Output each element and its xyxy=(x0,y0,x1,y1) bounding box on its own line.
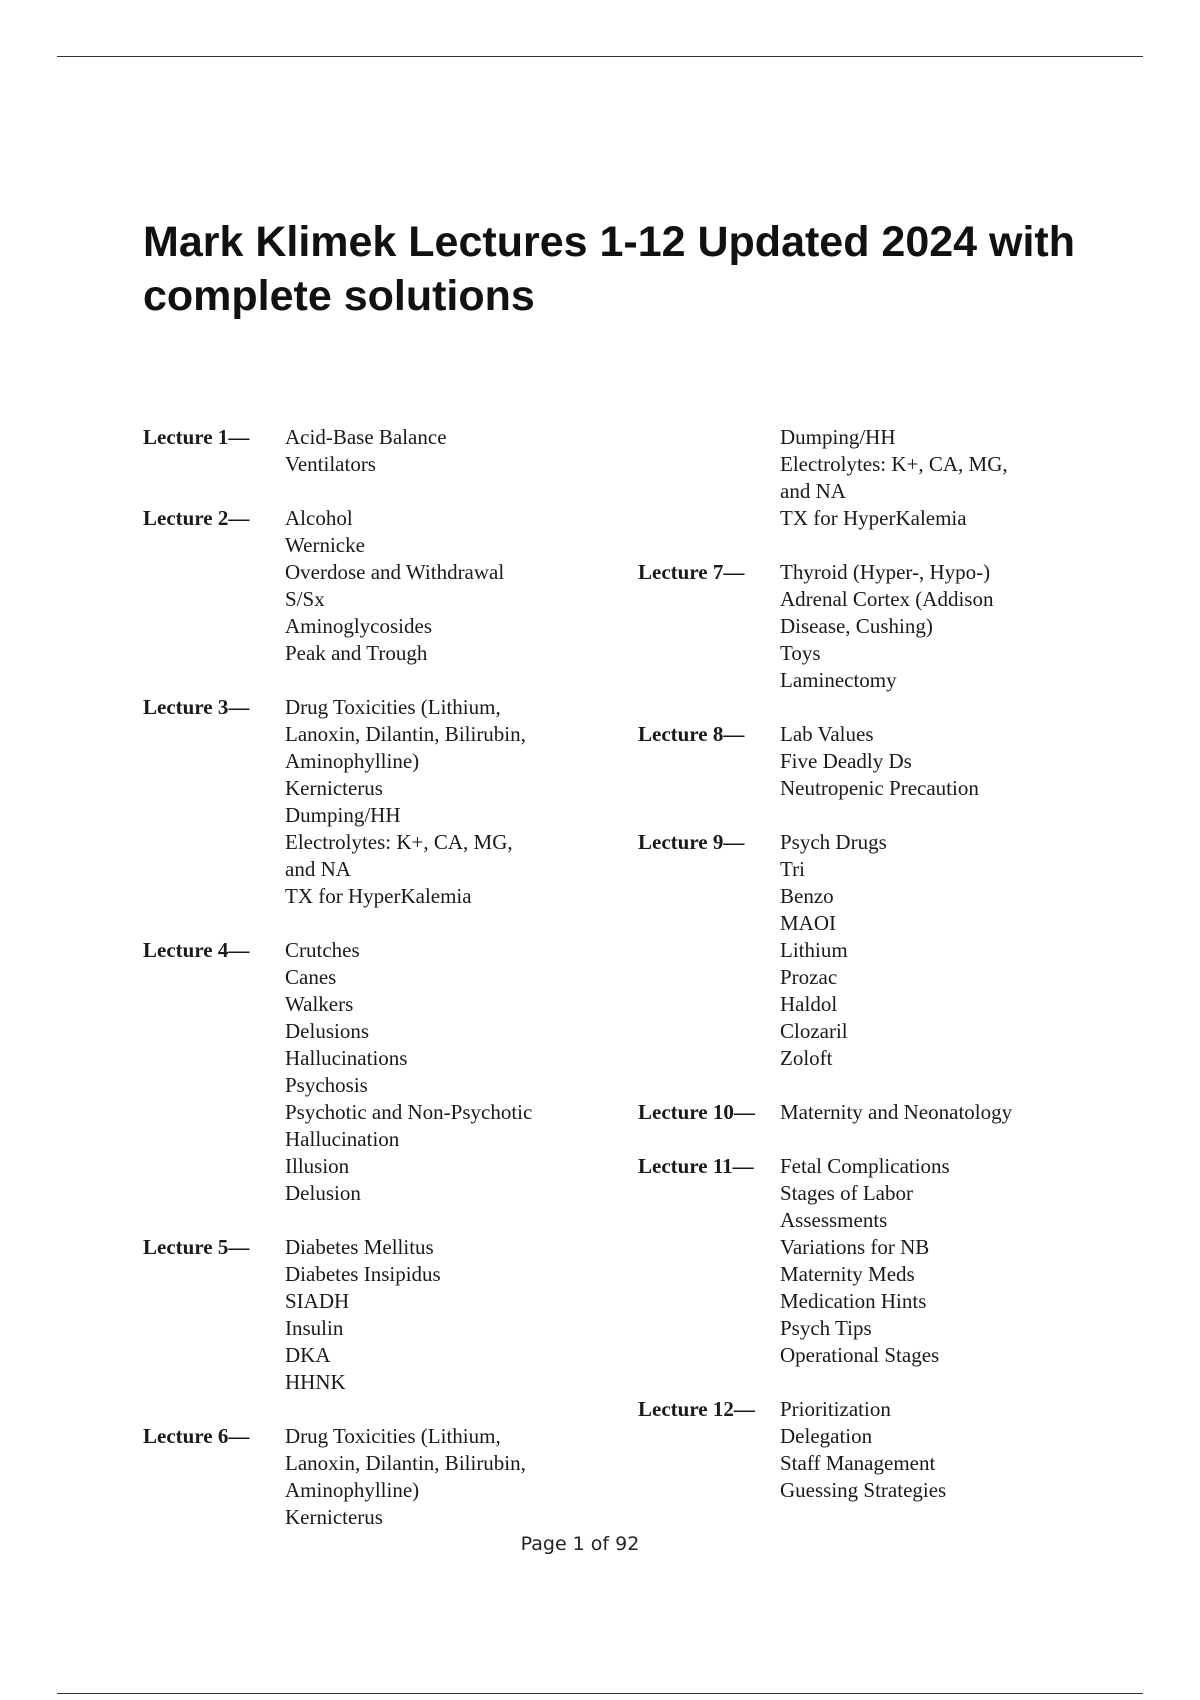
lecture-topics xyxy=(285,937,613,1207)
lecture-topic: Psychotic and Non-Psychotic xyxy=(285,1100,533,1124)
lecture-topic: Psych Tips xyxy=(780,1316,872,1340)
lecture-label: Lecture 2— xyxy=(143,506,250,530)
lecture-topic: Peak and Trough xyxy=(285,641,428,665)
lecture-topic: Aminophylline) xyxy=(285,1478,420,1502)
lecture-list-left xyxy=(143,424,613,1558)
lecture-topic: Adrenal Cortex (Addison xyxy=(780,587,994,611)
lecture-topic: Disease, Cushing) xyxy=(780,614,933,638)
lecture-topics xyxy=(285,694,613,910)
lecture-topic: Aminophylline) xyxy=(285,749,420,773)
lecture-topic: Diabetes Insipidus xyxy=(285,1262,441,1286)
lecture-topic: Toys xyxy=(780,641,821,665)
lecture-topic: Electrolytes: K+, CA, MG, xyxy=(285,830,513,854)
top-rule xyxy=(57,56,1143,57)
lecture-label: Lecture 9— xyxy=(638,830,745,854)
lecture-entry xyxy=(638,1396,1108,1504)
lecture-topic: S/Sx xyxy=(285,587,325,611)
lecture-topic: DKA xyxy=(285,1343,331,1367)
lecture-topic: Electrolytes: K+, CA, MG, xyxy=(780,452,1008,476)
lecture-entry xyxy=(143,1423,613,1531)
continued-topics xyxy=(780,424,1108,532)
lecture-topic: Clozaril xyxy=(780,1019,848,1043)
lecture-topic: Tri xyxy=(780,857,805,881)
page-number: Page 1 of 92 xyxy=(520,1533,640,1555)
lecture-topic: Assessments xyxy=(780,1208,888,1232)
lecture-topics xyxy=(285,505,613,667)
lecture-topic: Operational Stages xyxy=(780,1343,940,1367)
lecture-label: Lecture 7— xyxy=(638,560,745,584)
lecture-topic: Prioritization xyxy=(780,1397,891,1421)
lecture-topic: Aminoglycosides xyxy=(285,614,432,638)
lecture-topic: MAOI xyxy=(780,911,836,935)
lecture-topic: Lanoxin, Dilantin, Bilirubin, xyxy=(285,1451,526,1475)
lecture-label: Lecture 10— xyxy=(638,1100,755,1124)
lecture-topic: Hallucinations xyxy=(285,1046,408,1070)
lecture-topic: Prozac xyxy=(780,965,838,989)
lecture-topic: and NA xyxy=(285,857,351,881)
lecture-topic: Medication Hints xyxy=(780,1289,927,1313)
lecture-topic: Ventilators xyxy=(285,452,376,476)
lecture-topic: TX for HyperKalemia xyxy=(780,506,967,530)
lecture-entry xyxy=(143,694,613,910)
lecture-topic: Dumping/HH xyxy=(285,803,401,827)
lecture-topic: Delusions xyxy=(285,1019,369,1043)
lecture-entry xyxy=(143,1234,613,1396)
lecture-topics xyxy=(285,1234,613,1396)
lecture-entry xyxy=(143,505,613,667)
lecture-topics xyxy=(780,829,1108,1072)
lecture-topic: Neutropenic Precaution xyxy=(780,776,979,800)
lecture-topic: Delegation xyxy=(780,1424,873,1448)
lecture-topics xyxy=(780,1099,1108,1126)
lecture-topic: Variations for NB xyxy=(780,1235,930,1259)
lecture-topic: HHNK xyxy=(285,1370,346,1394)
lecture-topic: Psychosis xyxy=(285,1073,368,1097)
lecture-label: Lecture 4— xyxy=(143,938,250,962)
lecture-topic: Insulin xyxy=(285,1316,344,1340)
lecture-topic: Zoloft xyxy=(780,1046,833,1070)
lecture-topic: Maternity Meds xyxy=(780,1262,915,1286)
lecture-topic: Diabetes Mellitus xyxy=(285,1235,434,1259)
lecture-topic: Walkers xyxy=(285,992,354,1016)
lecture-topic: Psych Drugs xyxy=(780,830,887,854)
lecture-label: Lecture 11— xyxy=(638,1154,754,1178)
lecture-entry xyxy=(143,937,613,1207)
lecture-entry xyxy=(638,829,1108,1072)
lecture-entry xyxy=(638,1153,1108,1369)
lecture-topics xyxy=(285,1423,613,1531)
lecture-topics xyxy=(780,1153,1108,1369)
lecture-label: Lecture 8— xyxy=(638,722,745,746)
lecture-topic: Lanoxin, Dilantin, Bilirubin, xyxy=(285,722,526,746)
lecture-topic: Five Deadly Ds xyxy=(780,749,912,773)
lecture-topic: Delusion xyxy=(285,1181,361,1205)
lecture-topic: Kernicterus xyxy=(285,776,383,800)
lecture-topic: Dumping/HH xyxy=(780,425,896,449)
lecture-label: Lecture 1— xyxy=(143,425,250,449)
lecture-topic: Guessing Strategies xyxy=(780,1478,947,1502)
lecture-entry xyxy=(638,1099,1108,1126)
lecture-label: Lecture 12— xyxy=(638,1397,755,1421)
lecture-topic: Hallucination xyxy=(285,1127,400,1151)
lecture-label: Lecture 3— xyxy=(143,695,250,719)
lecture-topic: Alcohol xyxy=(285,506,353,530)
lecture-topic: Canes xyxy=(285,965,337,989)
lecture-topic: Crutches xyxy=(285,938,360,962)
lecture-topic: Benzo xyxy=(780,884,834,908)
lecture-topic: Maternity and Neonatology xyxy=(780,1100,1013,1124)
lecture-topic: Thyroid (Hyper-, Hypo-) xyxy=(780,560,991,584)
lecture-list-right xyxy=(638,424,1108,1531)
lecture-label: Lecture 5— xyxy=(143,1235,250,1259)
lecture-topics xyxy=(780,559,1108,694)
lecture-topic: and NA xyxy=(780,479,846,503)
lecture-topic: Kernicterus xyxy=(285,1505,383,1529)
lecture-topic: Stages of Labor xyxy=(780,1181,913,1205)
lecture-entry xyxy=(638,559,1108,694)
lecture-label: Lecture 6— xyxy=(143,1424,250,1448)
lecture-topic: SIADH xyxy=(285,1289,350,1313)
lecture-topic: Overdose and Withdrawal xyxy=(285,560,505,584)
lecture-topic: Laminectomy xyxy=(780,668,897,692)
lecture-topic: Lithium xyxy=(780,938,848,962)
lecture-topics xyxy=(285,424,613,478)
lecture-topic: Staff Management xyxy=(780,1451,936,1475)
lecture-topic: Fetal Complications xyxy=(780,1154,950,1178)
lecture-topic: Acid-Base Balance xyxy=(285,425,447,449)
lecture-topic: TX for HyperKalemia xyxy=(285,884,472,908)
bottom-rule xyxy=(57,1693,1143,1694)
lecture-topic: Drug Toxicities (Lithium, xyxy=(285,1424,501,1448)
lecture-topic: Illusion xyxy=(285,1154,350,1178)
document-title: Mark Klimek Lectures 1-12 Updated 2024 with complete solutions xyxy=(143,218,1076,320)
lecture-entry xyxy=(638,721,1108,802)
lecture-topic: Haldol xyxy=(780,992,838,1016)
lecture-topic: Wernicke xyxy=(285,533,365,557)
lecture-topics xyxy=(780,1396,1108,1504)
lecture-topic: Drug Toxicities (Lithium, xyxy=(285,695,501,719)
lecture-entry xyxy=(143,424,613,478)
lecture-topics xyxy=(780,721,1108,802)
lecture-topic: Lab Values xyxy=(780,722,874,746)
